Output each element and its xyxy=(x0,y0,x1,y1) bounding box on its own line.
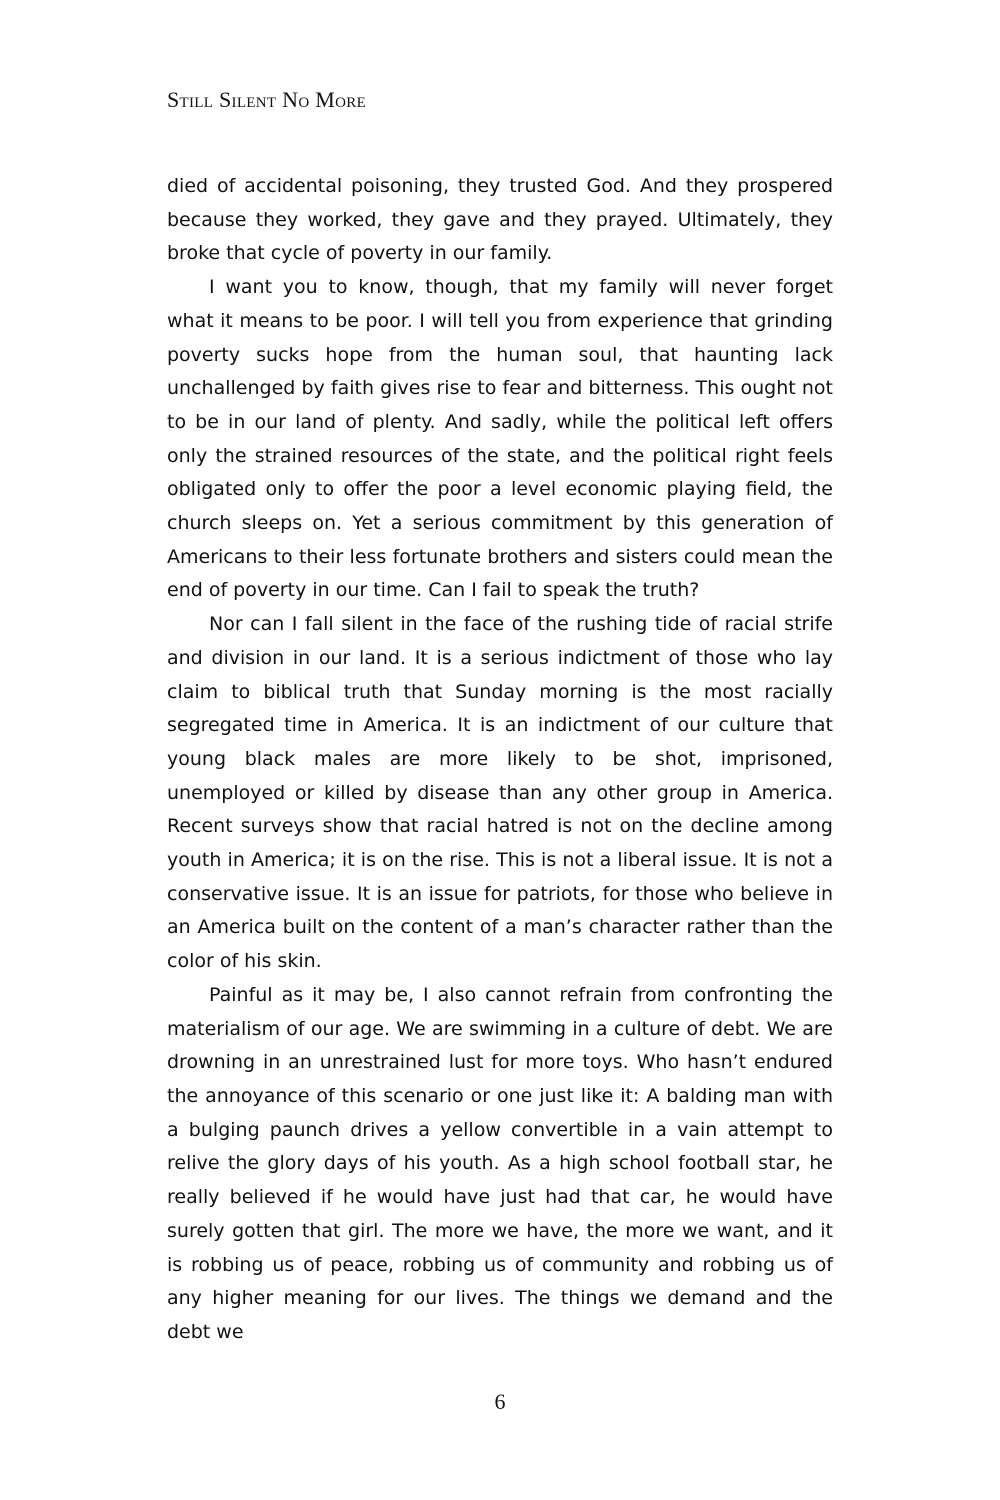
running-head: Still Silent No More xyxy=(167,87,367,112)
paragraph-racial-strife: Nor can I fall silent in the face of the rushing tide of racial strife and division in our land. It is a serious indictment of those who lay claim to biblical truth that Sunday morning is the most racially segregated time in America. It is an indictment of our culture that young black males are more likely to be shot, imprisoned, unemployed or killed by disease than any other group in America. Recent surveys show that racial hatred is not on the decline among youth in America; it is on the rise. This is not a liberal issue. It is not a conservative issue. It is an issue for patriots, for those who believe in an America built on the content of a man’s character rather than the color of his skin. xyxy=(167,613,833,973)
paragraph-materialism: Painful as it may be, I also cannot refrain from confronting the materialism of our age. We are swimming in a culture of debt. We are drowning in an unrestrained lust for more toys. Who hasn’t endured the annoyance of this scenario or one just like it: A balding man with a bulging paunch drives a yellow convertible in a vain attempt to relive the glory days of his youth. As a high school football star, he really believed if he would have just had that car, he would have surely gotten that girl. The more we have, the more we want, and it is robbing us of peace, robbing us of community and robbing us of any higher meaning for our lives. The things we demand and the debt we xyxy=(167,983,833,1343)
paragraph-continued: died of accidental poisoning, they trusted God. And they prospered because they worked, they gave and they prayed. Ultimately, they broke that cycle of poverty in our family. xyxy=(167,175,833,265)
body-text xyxy=(167,170,833,1350)
paragraph-poverty: I want you to know, though, that my family will never forget what it means to be poor. I will tell you from experience that grinding poverty sucks hope from the human soul, that haunting lack unchallenged by faith gives rise to fear and bitterness. This ought not to be in our land of plenty. And sadly, while the political left offers only the strained resources of the state, and the political right feels obligated only to offer the poor a level economic playing field, the church sleeps on. Yet a serious commitment by this generation of Americans to their less fortunate brothers and sisters could mean the end of poverty in our time. Can I fail to speak the truth? xyxy=(167,276,833,602)
page-number: 6 xyxy=(494,1389,506,1414)
